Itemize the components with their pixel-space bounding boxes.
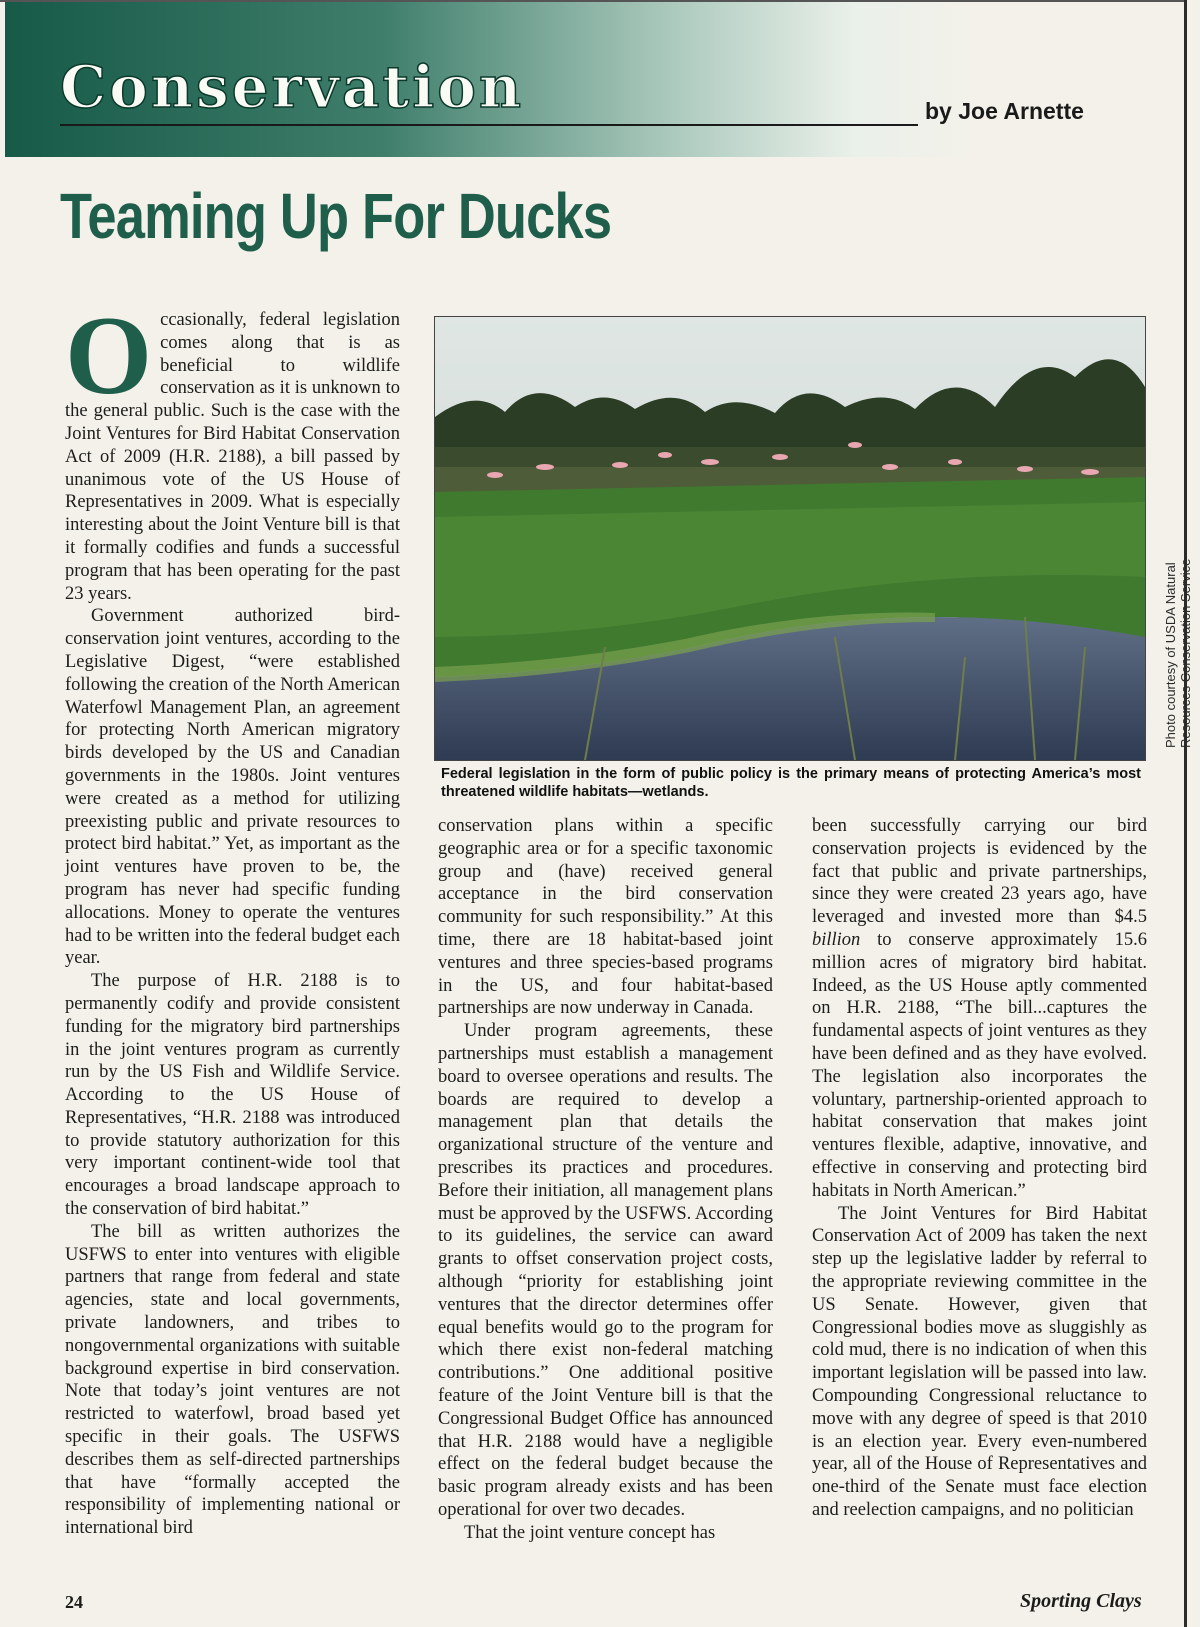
drop-cap: O	[65, 294, 153, 418]
paragraph: The purpose of H.R. 2188 is to permanently codify and provide consistent funding for the migratory bird partnerships in the joint ventures program as currently run by the US Fish and Wildlife Service. According to the US House of Representatives, “H.R. 2188 was introduced to provide statutory authorization for this very important continent-wide tool that encourages a broad landscape approach to the conservation of bird habitat.”	[65, 971, 400, 1220]
section-title: Conservation	[60, 53, 525, 121]
paragraph: conservation plans within a specific geographic area or for a specific taxonomic group and (have) received general acceptance in the bird conservation community for such responsibility.” At this time, there are 18 habitat-based joint ventures and three species-based programs in the US, and four habitat-based partnerships are now underway in Canada.	[438, 816, 773, 1019]
paragraph: Government authorized bird-conservation joint ventures, according to the Legislative Digest, “were established following the creation of the North American Waterfowl Management Plan, an agreement for protecting North American migratory birds developed by the US and Canadian governments in the 1980s. Joint ventures were created as a method for utilizing preexisting public and private resources to protect bird habitat.” Yet, as important as the joint ventures have proven to be, the program has never had specific funding allocations. Money to operate the ventures had to be written into the federal budget each year.	[65, 606, 400, 969]
paragraph: That the joint venture concept has	[464, 1522, 716, 1543]
paragraph-text: ccasionally, federal legislation comes along that is as beneficial to wildlife conservation as it is unknown to the general public. Such is the case with the Joint Ventures for Bird Habitat Conservation Act of 2009 (H.R. 2188), a bill passed by unanimous vote of the US House of Representatives in 2009. What is especially interesting about the Joint Venture bill is that it formally codifies and funds a successful program that has been operating for the past 23 years.	[65, 310, 400, 604]
byline: by Joe Arnette	[925, 98, 1084, 124]
article-headline: Teaming Up For Ducks	[60, 180, 612, 252]
emphasis-text: billion	[812, 929, 861, 950]
page-binding-edge	[1184, 0, 1187, 1627]
paragraph	[812, 815, 1147, 1203]
paragraph: The bill as written authorizes the USFWS to enter into ventures with eligible partners that range from federal and state agencies, state and local governments, private landowners, and tribes to nongovernmental organizations with suitable background expertise in bird conservation. Note that today’s joint ventures are not restricted to waterfowl, broad based yet specific in their goals. The USFWS describes them as self-directed partnerships that have “formally accepted the responsibility of implementing national or international bird	[65, 1221, 400, 1539]
paragraph: Under program agreements, these partnerships must establish a management board to oversee operations and results. The boards are required to develop a management plan that details the organizational structure of the venture and prescribes its practices and procedures. Before their initiation, all management plans must be approved by the USFWS. According to its guidelines, the service can award grants to offset conservation project costs, although “priority for establishing joint ventures that the director determines offer equal benefits would go to the program for which there exist non-federal matching contributions.” One additional positive feature of the Joint Venture bill is that the Congressional Budget Office has announced that H.R. 2188 would have a negligible effect on the federal budget because the basic program already exists and has been operational for over two decades.	[438, 1021, 773, 1520]
wetland-photo-illustration	[435, 317, 1145, 760]
wetland-photo	[434, 316, 1146, 761]
article-column-2	[438, 815, 773, 1545]
photo-credit-line: Resources Conservation Service	[1178, 558, 1193, 748]
photo-credit	[1163, 288, 1193, 748]
article-column-3	[812, 815, 1147, 1522]
paragraph-text: to conserve approximately 15.6 million acres of migratory bird habitat. Indeed, as the US House aptly commented on H.R. 2188, “The bill...captures the fundamental aspects of joint ventures as they have been defined and as they have evolved. The legislation also incorporates the voluntary, partnership-oriented approach to habitat conservation that makes joint ventures flexible, adaptive, innovative, and effective in conserving and protecting bird habitats in North American.”	[812, 929, 1147, 1201]
photo-credit-line: Photo courtesy of USDA Natural	[1163, 562, 1178, 748]
article-column-1	[65, 294, 400, 1540]
page-number: 24	[65, 1592, 83, 1612]
photo-caption: Federal legislation in the form of public policy is the primary means of protecting America’s most threatened wildlife habitats—wetlands.	[441, 766, 1141, 800]
magazine-name: Sporting Clays	[1020, 1590, 1142, 1612]
paragraph: The Joint Ventures for Bird Habitat Conservation Act of 2009 has taken the next step up the legislative ladder by referral to the appropriate reviewing committee in the US Senate. However, given that Congressional bodies move as sluggishly as cold mud, there is no indication of when this important legislation will be passed into law. Compounding Congressional reluctance to move with any degree of speed is that 2010 is an election year. Every even-numbered year, all of the House of Representatives and one-third of the Senate must face election and reelection campaigns, and no politician	[812, 1203, 1147, 1520]
header-rule	[60, 124, 918, 126]
paragraph	[65, 294, 400, 605]
paragraph-text: been successfully carrying our bird conservation projects is evidenced by the fact that public and private partnerships, since they were created 23 years ago, have leveraged and invested more than $4.5	[812, 816, 1147, 928]
